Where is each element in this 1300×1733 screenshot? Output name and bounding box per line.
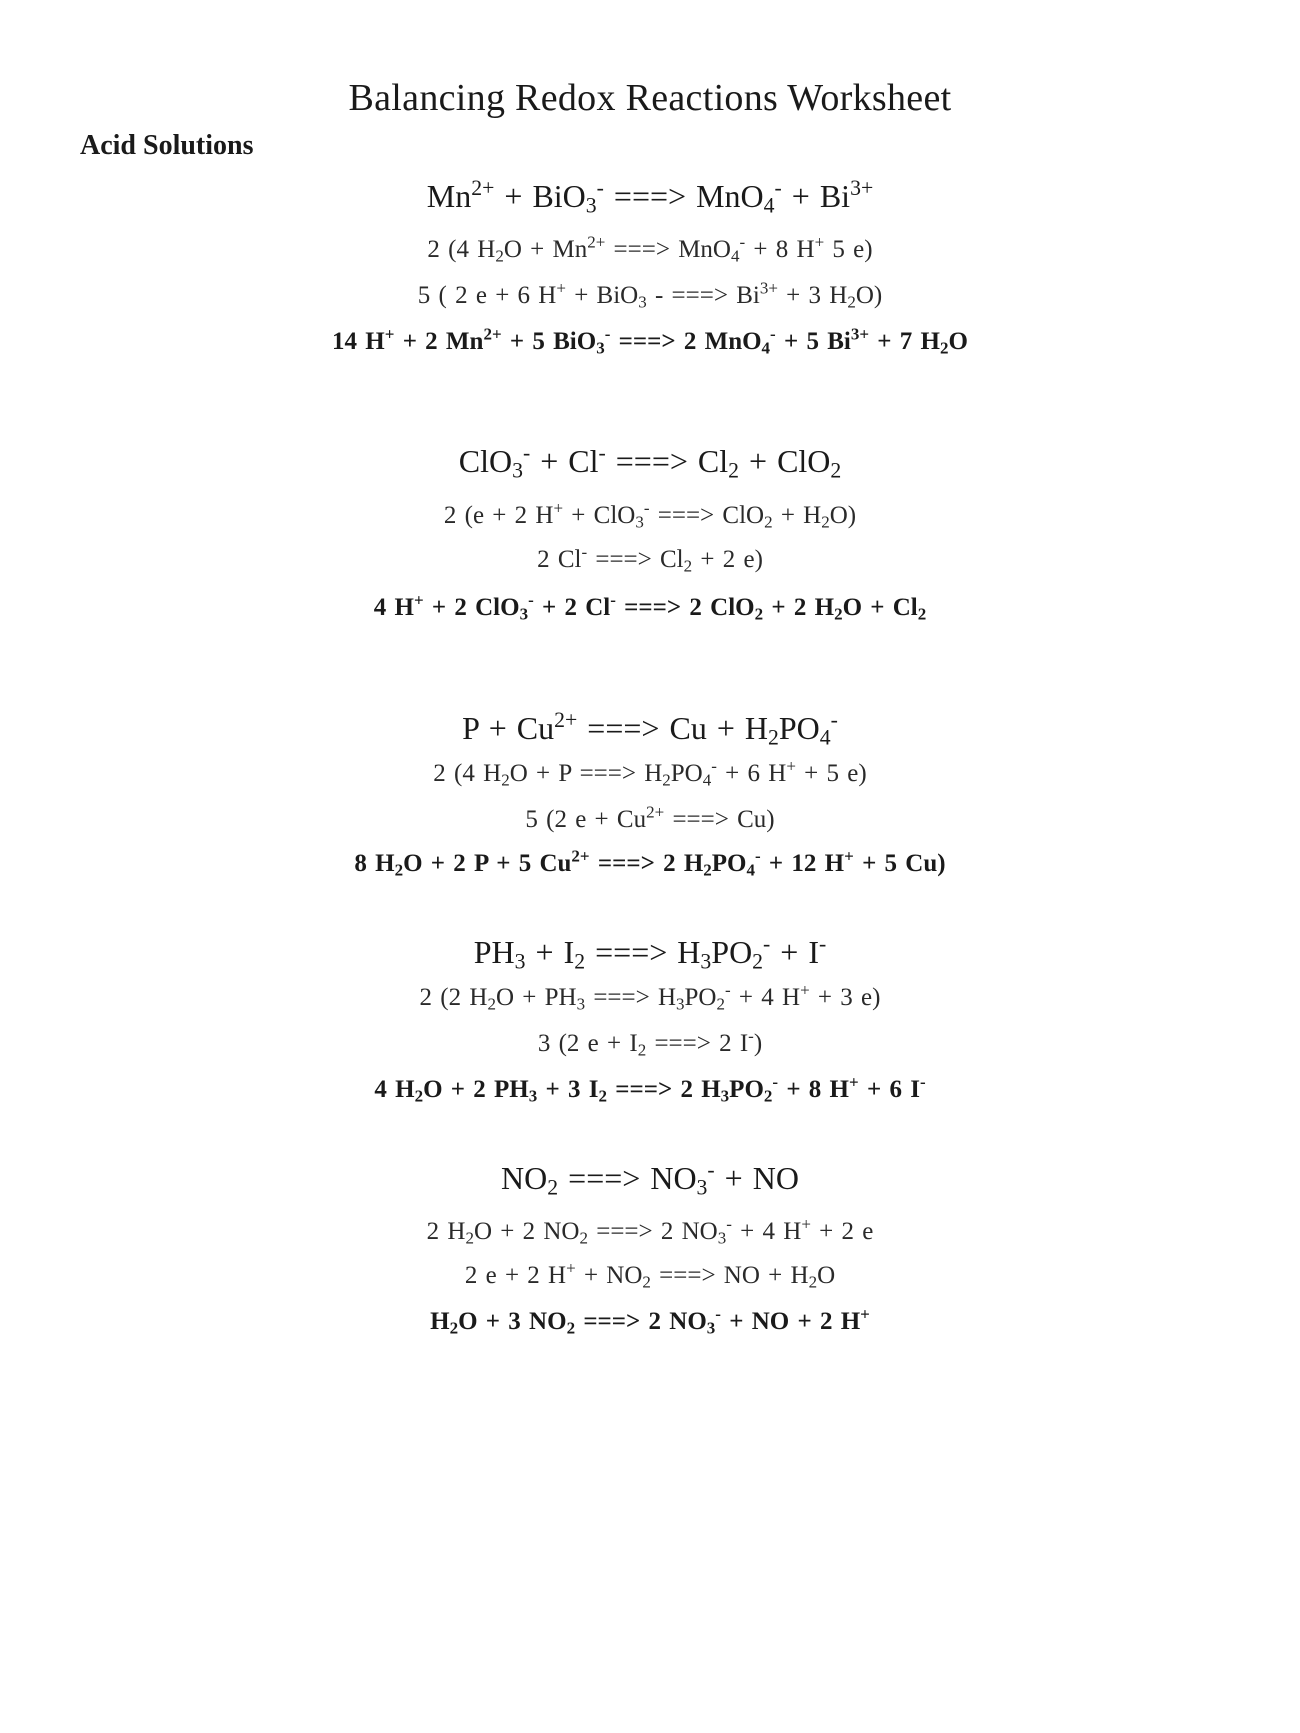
problem-5-balanced: $H_2O + 3$ $NO_2$ ===> 2 $NO_3^-$ + NO + 2 H+ <box>430 1304 870 1338</box>
problem-2-equation: ClO$_3$- + Cl- ===> $Cl_2 + ClO_2$ <box>458 441 842 483</box>
problem-1-half-1: 2 (4 $H_2O + Mn^{2+}$ ===> MnO$_4$- + 8 H+ 5 e) <box>427 232 873 266</box>
problem-4-half-2: 3 (2 $e + I_2$ ===> 2 I-) <box>537 1026 763 1060</box>
problem-5-half-1: 2 $H_2O + 2$ $NO_2$ ===> 2 $NO_3^- + 4$ H+ + 2 e <box>426 1214 874 1248</box>
worksheet-title: Balancing Redox Reactions Worksheet <box>348 77 952 119</box>
problem-2-balanced: 4 H+ + 2 ClO$_3$- + 2 Cl- ===> 2 ClO$_2$ + 2 $H_2O + Cl_2$ <box>373 590 927 624</box>
problem-3-half-1: 2 (4 $H_2O + P$ ===> $H_2PO_4^- + 6$ H+ + 5 e) <box>433 756 867 790</box>
problem-1-equation: $Mn^{2+} + BiO_3^-$ ===> $MnO_4^- + Bi^{3+}$ <box>426 176 874 218</box>
problem-2-half-1: 2 (e + 2 H+ + ClO$_3$- ===> $ClO_2 + H_2O$) <box>443 498 857 532</box>
problem-1-half-2: 5 ( 2 e + 6 H+ + BiO$_3$ - ===> $Bi^{3+} + 3$ $H_2O$) <box>417 278 883 312</box>
problem-4-balanced: 4 $H_2O + 2$ $PH_3 + 3$ $I_2$ ===> 2 $H_3PO_2^- + 8$ H+ + 6 I- <box>374 1072 926 1106</box>
problem-2-half-2: 2 Cl- ===> $Cl_2 + 2$ e) <box>537 542 763 576</box>
problem-5-half-2: 2 e + 2 $H^+ + NO_2$ ===> NO + $H_2O$ <box>464 1258 836 1292</box>
problem-4-equation: $PH_3 + I_2$ ===> $H_3PO_2^- + I^-$ <box>473 932 827 974</box>
problem-3-balanced: 8 $H_2O + 2$ P + 5 $Cu^{2+}$ ===> 2 $H_2PO_4^- + 12$ H+ + 5 Cu) <box>354 846 946 880</box>
problem-3-equation: $P + Cu^{2+}$ ===> $Cu + H_2PO_4^-$ <box>462 708 838 750</box>
problem-4-half-1: 2 (2 $H_2O + PH_3$ ===> $H_3PO_2^- + 4$ H+ + 3 e) <box>419 980 881 1014</box>
problem-5-equation: $NO_2$ ===> $NO_3^-$ + NO <box>501 1158 799 1200</box>
problem-3-half-2: 5 (2 $e + Cu^{2+}$ ===> Cu) <box>525 802 775 833</box>
problem-1-balanced: 14 H+ + 2 $Mn^{2+} + 5$ BiO$_3$- ===> 2 MnO$_4$- + 5 $Bi^{3+} + 7$ $H_2O$ <box>332 324 968 358</box>
section-heading: Acid Solutions <box>80 130 254 161</box>
